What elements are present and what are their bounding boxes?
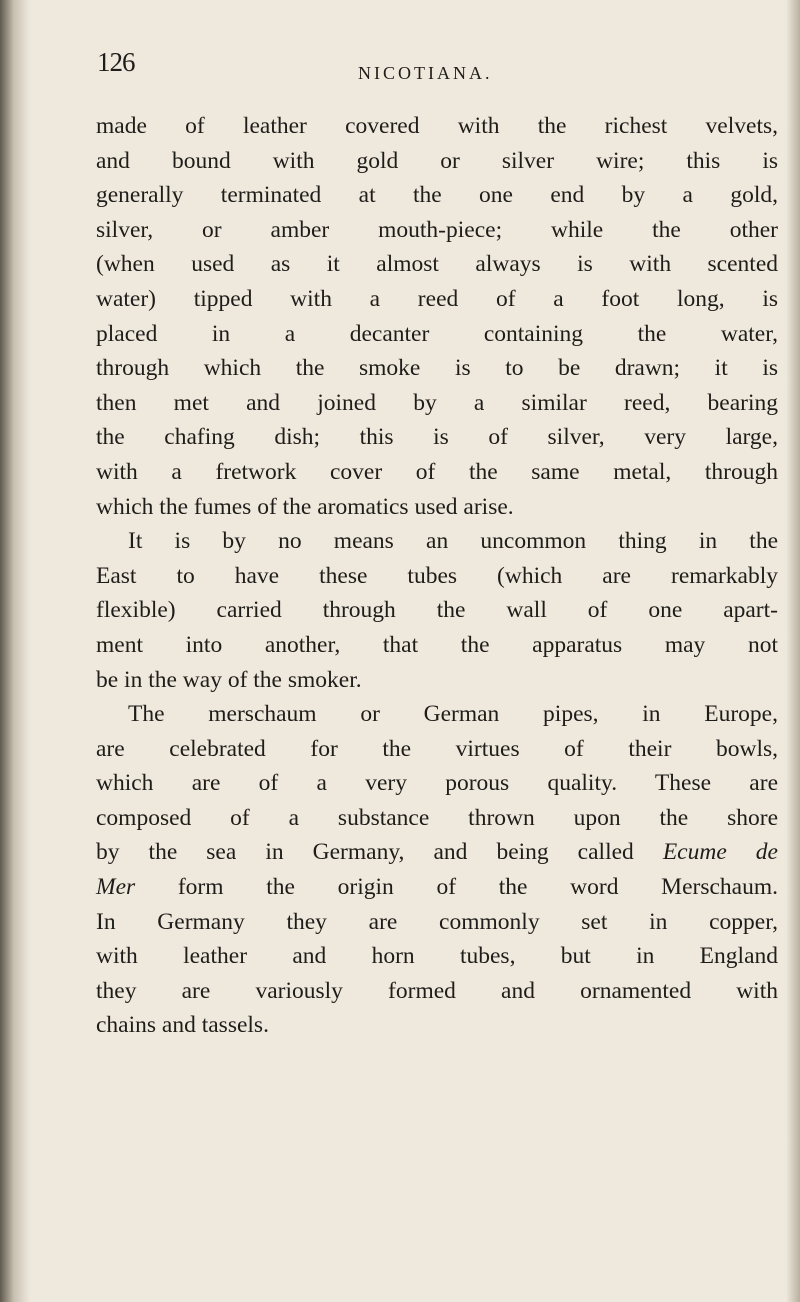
text-run: form the origin of the word Merschaum. bbox=[135, 874, 778, 901]
paragraph-end-line: which the fumes of the aromatics used arise. bbox=[96, 493, 514, 520]
text-line: with leather and horn tubes, but in England bbox=[96, 943, 778, 970]
page-number: 126 bbox=[97, 47, 135, 77]
text-line: generally terminated at the one end by a gold, bbox=[96, 182, 778, 209]
text-line: made of leather covered with the richest velvets, bbox=[96, 113, 778, 139]
paragraph-end-line: chains and tassels. bbox=[96, 1012, 269, 1039]
text-line: placed in a decanter containing the water, bbox=[96, 320, 778, 347]
text-line: through which the smoke is to be drawn; it is bbox=[96, 355, 778, 382]
text-line: are celebrated for the virtues of their bowls, bbox=[96, 735, 778, 762]
text-line: the chafing dish; this is of silver, very large, bbox=[96, 424, 778, 451]
text-line: then met and joined by a similar reed, bearing bbox=[96, 389, 778, 416]
text-line: with a fretwork cover of the same metal, through bbox=[96, 458, 778, 485]
text-line: flexible) carried through the wall of one apart- bbox=[96, 597, 778, 624]
italic-term: Ecume de bbox=[662, 839, 778, 866]
text-line: ment into another, that the apparatus may not bbox=[96, 631, 778, 658]
text-line: (when used as it almost always is with scented bbox=[96, 251, 778, 278]
text-run: by the sea in Germany, and being called bbox=[96, 839, 663, 866]
text-line: East to have these tubes (which are remarkably bbox=[96, 562, 778, 589]
body-text bbox=[96, 109, 778, 1043]
paragraph-end-line: be in the way of the smoker. bbox=[96, 666, 362, 693]
paragraph-start-line: The merschaum or German pipes, in Europe, bbox=[128, 701, 778, 728]
page-edge-shadow bbox=[786, 0, 800, 1302]
text-line: In Germany they are commonly set in copper, bbox=[96, 908, 778, 935]
text-line bbox=[96, 835, 778, 870]
text-line: which are of a very porous quality. These are bbox=[96, 770, 778, 797]
page-binding-shadow bbox=[0, 0, 30, 1302]
paragraph-start-line: It is by no means an uncommon thing in the bbox=[128, 528, 778, 555]
running-title: NICOTIANA. bbox=[358, 63, 493, 83]
text-line: silver, or amber mouth-piece; while the other bbox=[96, 216, 778, 243]
text-line: and bound with gold or silver wire; this is bbox=[96, 147, 778, 174]
italic-term: Mer bbox=[96, 874, 136, 901]
text-line bbox=[96, 870, 778, 905]
text-line: they are variously formed and ornamented with bbox=[96, 977, 778, 1004]
text-line: water) tipped with a reed of a foot long, is bbox=[96, 285, 778, 312]
text-line: composed of a substance thrown upon the shore bbox=[96, 804, 778, 831]
